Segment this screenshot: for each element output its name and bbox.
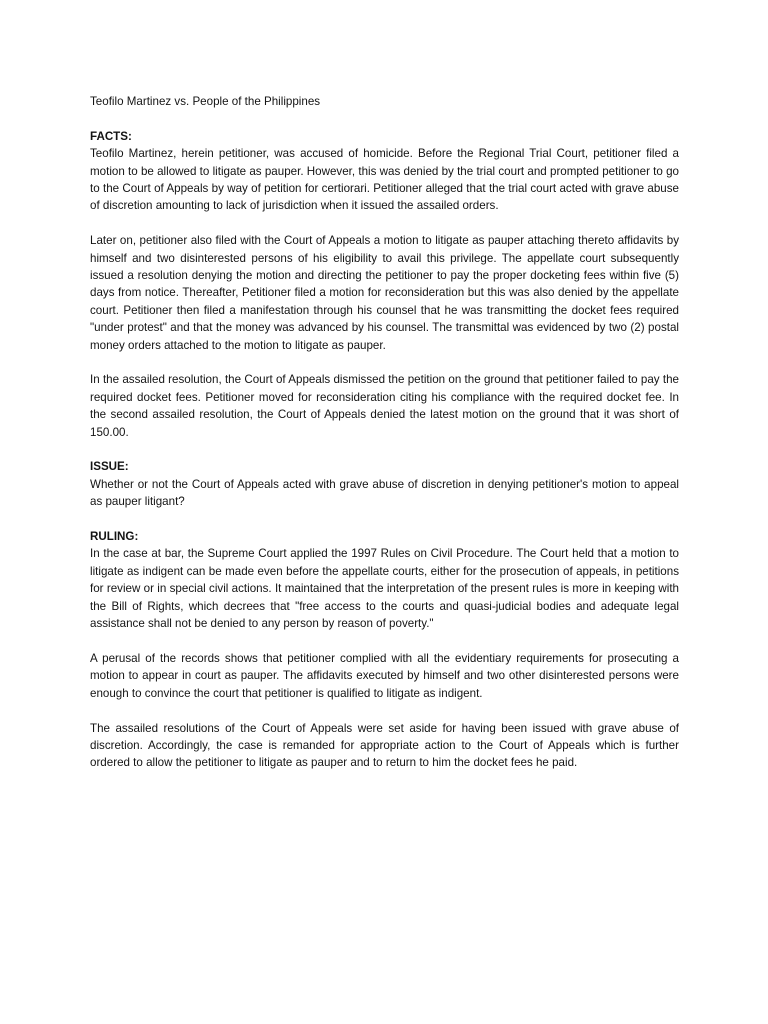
ruling-paragraph: The assailed resolutions of the Court of Appeals were set aside for having been issued with grave abuse of discretion. Accordingly, the case is remanded for appropriate action to the Court of Appeals which is further ordered to allow the petitioner to litigate as pauper and to return to him the docket fees he paid. [90,721,679,770]
facts-paragraph: Later on, petitioner also filed with the Court of Appeals a motion to litigate as pauper attaching thereto affidavits by himself and two disinterested persons of his eligibility to avail this privilege. The appellate court subsequently issued a resolution denying the motion and directing the petitioner to pay the proper docketing fees within five (5) days from notice. Thereafter, Petitioner filed a motion for reconsideration but this was also denied by the appellate court. Petitioner then filed a manifestation through his counsel that he was transmitting the docket fees required "under protest" and that the money was advanced by his counsel. The transmittal was evidenced by two (2) postal money orders attached to the motion to litigate as pauper. [90,234,679,352]
ruling-paragraph: A perusal of the records shows that petitioner complied with all the evidentiary requirements for prosecuting a motion to appear in court as pauper. The affidavits executed by himself and two other disinterested persons were enough to convince the court that petitioner is qualified to litigate as indigent. [90,651,679,700]
issue-heading: ISSUE: [90,460,129,474]
document-page [90,93,679,789]
document-title: Teofilo Martinez vs. People of the Philippines [90,95,321,108]
issue-paragraph: Whether or not the Court of Appeals acted with grave abuse of discretion in denying petitioner's motion to appeal as pauper litigant? [90,477,679,509]
facts-heading: FACTS: [90,129,132,143]
facts-section [90,128,679,441]
ruling-heading: RULING: [90,530,139,544]
facts-paragraph: In the assailed resolution, the Court of Appeals dismissed the petition on the ground that petitioner failed to pay the required docket fees. Petitioner moved for reconsideration citing his compliance with the required docket fee. In the second assailed resolution, the Court of Appeals denied the latest motion on the ground that it was short of 150.00. [90,373,679,439]
ruling-section [90,528,679,772]
facts-paragraph: Teofilo Martinez, herein petitioner, was accused of homicide. Before the Regional Trial Court, petitioner filed a motion to be allowed to litigate as pauper. However, this was denied by the trial court and prompted petitioner to go to the Court of Appeals by way of petition for certiorari. Petitioner alleged that the trial court acted with grave abuse of discretion amounting to lack of jurisdiction when it issued the assailed orders. [90,147,679,213]
ruling-paragraph: In the case at bar, the Supreme Court applied the 1997 Rules on Civil Procedure. The Court held that a motion to litigate as indigent can be made even before the appellate courts, either for the prosecution of appeals, in petitions for review or in special civil actions. It maintained that the interpretation of the present rules is more in keeping with the Bill of Rights, which decrees that "free access to the courts and quasi-judicial bodies and adequate legal assistance shall not be denied to any person by reason of poverty." [90,547,679,631]
issue-section [90,458,679,510]
